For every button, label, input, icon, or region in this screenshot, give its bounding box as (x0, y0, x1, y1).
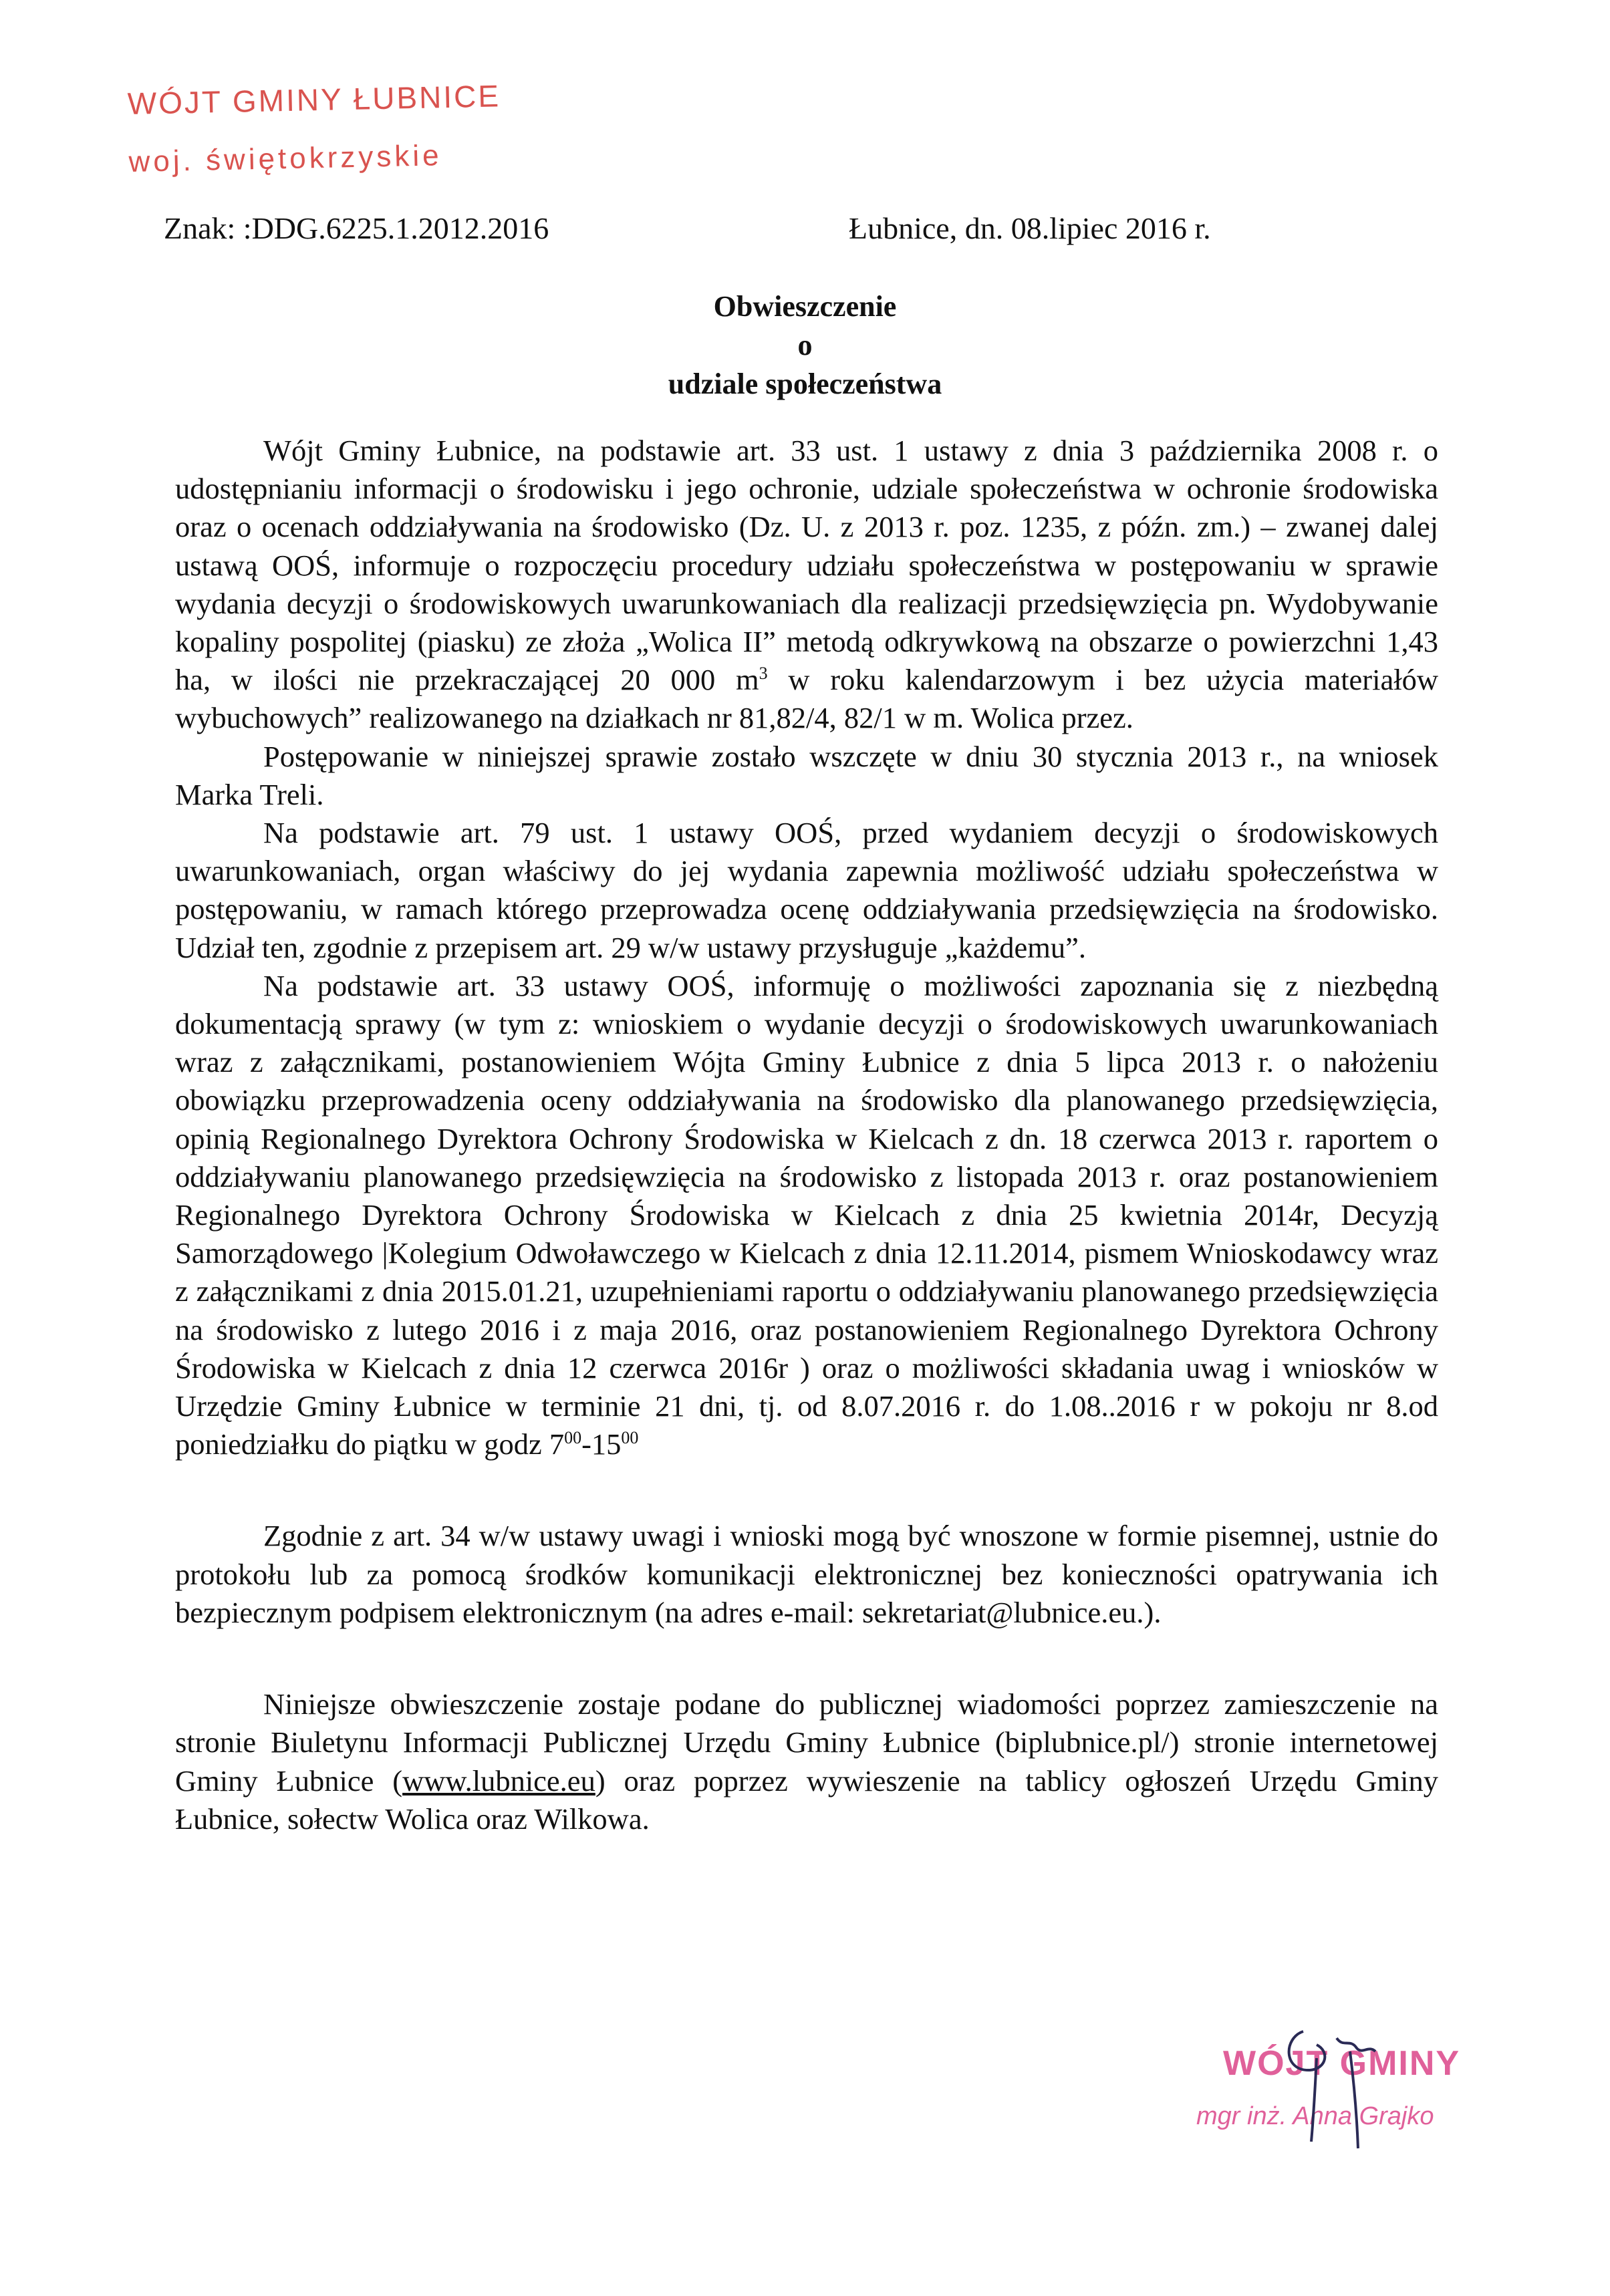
unit-superscript: 3 (759, 664, 768, 684)
title-line3: udziale społeczeństwa (668, 368, 942, 400)
paragraph-1 (175, 432, 1438, 738)
place-and-date: Łubnice, dn. 08.lipiec 2016 r. (849, 211, 1211, 245)
hour-superscript-start: 00 (564, 1428, 582, 1448)
document-body (175, 432, 1438, 1838)
website-link[interactable]: www.lubnice.eu (402, 1763, 595, 1798)
stamp-top-line2: woj. świętokrzyskie (128, 139, 443, 178)
paragraph-5: Zgodnie z art. 34 w/w ustawy uwagi i wnioski mogą być wnoszone w formie pisemnej, ustnie do protokołu lub za pomocą środków komunikacji elektronicznej bez konieczności opatrywania ich bezpiecznym podpisem elektronicznym (na adres e-mail: sekretariat@lubnice.eu.). (175, 1519, 1438, 1629)
reference-number: Znak: :DDG.6225.1.2012.2016 (164, 211, 549, 245)
hour-end: -15 (581, 1427, 622, 1461)
paragraph-6-text: Niniejsze obwieszczenie zostaje podane do publicznej wiadomości poprzez zamieszczenie na stronie Biuletynu Informacji Publicznej Urzędu Gminy Łubnice (biplubnice.pl/) stronie internetowej Gminy Łubnice ( (175, 1687, 1438, 1798)
paragraph-1-text: Wójt Gminy Łubnice, na podstawie art. 33 ust. 1 ustawy z dnia 3 października 2008 r. o udostępnianiu informacji o środowisku i jego ochronie, udziale społeczeństwa w ochronie środowiska oraz o ocenach oddziaływania na środowisko (Dz. U. z 2013 r. poz. 1235, z późn. zm.) – zwanej dalej ustawą OOŚ, informuje o rozpoczęciu procedury udziału społeczeństwa w postępowaniu w sprawie wydania decyzji o środowiskowych uwarunkowaniach dla realizacji przedsięwzięcia pn. Wydobywanie kopaliny pospolitej (piasku) ze złoża „Wolica II” metodą odkrywkową na obszarze o powierzchni 1,43 ha, w ilości nie przekraczającej 20 000 (175, 434, 1438, 697)
hour-superscript-end: 00 (621, 1428, 639, 1448)
paragraph-2: Postępowanie w niniejszej sprawie zostało wszczęte w dniu 30 stycznia 2013 r., na wniosek Marka Treli. (175, 739, 1438, 811)
paragraph-1-tail: w roku kalendarzowym i bez użycia materiałów wybuchowych” realizowanego na działkach nr 81,82/4, 82/1 w m. Wolica przez. (175, 663, 1438, 735)
signature-stroke-1 (1289, 2031, 1325, 2070)
paragraph-3: Na podstawie art. 79 ust. 1 ustawy OOŚ, przed wydaniem decyzji o środowiskowych uwarunkowaniach, organ właściwy do jej wydania zapewnia możliwość udziału społeczeństwa w postępowaniu, w ramach którego przeprowadza ocenę oddziaływania przedsięwzięcia na środowisko. Udział ten, zgodnie z przepisem art. 29 w/w ustawy przysługuje „każdemu”. (175, 816, 1438, 964)
office-stamp-top (127, 72, 503, 186)
paragraph-6-tail: ) oraz poprzez wywieszenie na tablicy ogłoszeń Urzędu Gminy Łubnice, sołectw Wolica oraz Wilkowa. (175, 1763, 1438, 1836)
paragraph-4-text: Na podstawie art. 33 ustawy OOŚ, informuję o możliwości zapoznania się z niezbędną dokumentacją sprawy (w tym z: wnioskiem o wydanie decyzji o środowiskowych uwarunkowaniach wraz z załącznikami, postanowieniem Wójta Gminy Łubnice z dnia 5 lipca 2013 r. o nałożeniu obowiązku przeprowadzenia oceny oddziaływania na środowisko dla planowanego przedsięwzięcia, opinią Regionalnego Dyrektora Ochrony Środowiska w Kielcach z dn. 18 czerwca 2013 r. raportem o oddziaływaniu planowanego przedsięwzięcia na środowisko z listopada 2013 r. oraz postanowieniem Regionalnego Dyrektora Ochrony Środowiska w Kielcach z dnia 25 kwietnia 2014r, Decyzją Samorządowego |Kolegium Odwoławczego w Kielcach z dnia 12.11.2014, pismem Wnioskodawcy wraz z załącznikami z dnia 2015.01.21, uzupełnieniami raportu o oddziaływaniu planowanego przedsięwzięcia na środowisko z lutego 2016 i z maja 2016, oraz postanowieniem Regionalnego Dyrektora Ochrony Środowiska w Kielcach z dnia 12 czerwca 2016r ) oraz o możliwości składania uwag i wniosków w Urzędzie Gminy Łubnice w terminie 21 dni, tj. od 8.07.2016 r. do 1.08..2016 r w pokoju nr 8.od poniedziałku do piątku w godz 7 (175, 968, 1438, 1461)
handwritten-signature (1263, 2018, 1437, 2152)
stamp-bottom-line1: WÓJT GMINY (1223, 2044, 1461, 2083)
unit-m: m (736, 663, 759, 697)
stamp-bottom-line2: mgr inż. Anna Grajko (1196, 2102, 1434, 2130)
signature-stroke-4 (1350, 2051, 1358, 2148)
title-line2: o (797, 329, 813, 362)
paragraph-6 (175, 1685, 1438, 1838)
document-title (0, 287, 1610, 404)
signature-stroke-3 (1337, 2038, 1375, 2051)
title-line1: Obwieszczenie (713, 290, 897, 323)
paragraph-4 (175, 967, 1438, 1464)
stamp-top-line1: WÓJT GMINY ŁUBNICE (127, 78, 501, 121)
